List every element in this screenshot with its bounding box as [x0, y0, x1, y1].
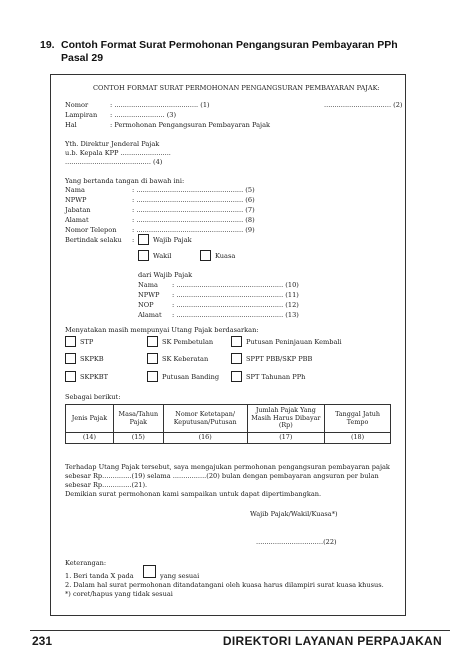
paragraph1-line3: sebesar Rp..............(21). [65, 481, 148, 489]
recipient-line2: u.b. Kepala KPP ........................ [65, 149, 171, 157]
signer-npwp-label: NPWP [65, 196, 87, 204]
keterangan-item1-a: 1. Beri tanda X pada [65, 572, 134, 580]
signer-nama-label: Nama [65, 186, 85, 194]
wp-npwp-value: : ................................................... (11) [172, 291, 299, 299]
td-16: (16) [163, 433, 247, 444]
section-number: 19. [40, 39, 55, 51]
stp-label: STP [80, 338, 94, 346]
skpkbt-label: SKPKBT [80, 373, 109, 381]
putusan-banding-label: Putusan Banding [162, 373, 220, 381]
paragraph1-line2: sebesar Rp..............(19) selama ................(20) bulan dengan pembayaran angsuran per bulan [65, 472, 379, 480]
wajib-pajak-label: Wajib Pajak [153, 236, 192, 244]
signer-npwp-value: : ................................................... (6) [132, 196, 255, 204]
wp-npwp-label: NPWP [138, 291, 160, 299]
th-tanggal-jatuh-tempo: Tanggal Jatuh Tempo [325, 405, 391, 433]
spt-tahunan-checkbox[interactable] [231, 371, 242, 382]
td-15: (15) [113, 433, 163, 444]
keterangan-item1-b: yang sesuai [160, 572, 200, 580]
wakil-label: Wakil [153, 252, 172, 260]
footer-title: DIREKTORI LAYANAN PERPAJAKAN [222, 634, 442, 648]
dari-wajib-pajak: dari Wajib Pajak [138, 271, 193, 279]
td-14: (14) [66, 433, 114, 444]
wp-nama-label: Nama [138, 281, 158, 289]
wp-nama-value: : ................................................... (10) [172, 281, 299, 289]
utang-intro: Menyatakan masih mempunyai Utang Pajak berdasarkan: [65, 326, 259, 334]
sk-keberatan-label: SK Keberatan [162, 355, 209, 363]
sk-pembetulan-checkbox[interactable] [147, 336, 158, 347]
skpkb-label: SKPKB [80, 355, 104, 363]
stp-checkbox[interactable] [65, 336, 76, 347]
bertindak-colon: : [132, 236, 135, 244]
keterangan-note: *) coret/hapus yang tidak sesuai [65, 590, 173, 598]
sppt-pbb-label: SPPT PBB/SKP PBB [246, 355, 313, 363]
putusan-banding-checkbox[interactable] [147, 371, 158, 382]
kuasa-checkbox[interactable] [200, 250, 211, 261]
paragraph2: Demikian surat permohonan kami sampaikan untuk dapat dipertimbangkan. [65, 490, 322, 498]
recipient-line1: Yth. Direktur Jenderal Pajak [65, 140, 160, 148]
keterangan-item2: 2. Dalam hal surat permohonan ditandatangani oleh kuasa harus dilampiri surat kuasa khusus. [65, 581, 384, 589]
td-18: (18) [325, 433, 391, 444]
skpkb-checkbox[interactable] [65, 353, 76, 364]
wp-nop-value: : ................................................... (12) [172, 301, 299, 309]
signer-alamat-value: : ................................................... (8) [132, 216, 255, 224]
skpkbt-checkbox[interactable] [65, 371, 76, 382]
letter-title: CONTOH FORMAT SURAT PERMOHONAN PENGANGSURAN PEMBAYARAN PAJAK: [93, 84, 380, 92]
keterangan-heading: Keterangan: [65, 559, 107, 567]
wp-alamat-label: Alamat [138, 311, 162, 319]
signer-alamat-label: Alamat [65, 216, 89, 224]
signer-jabatan-label: Jabatan [65, 206, 91, 214]
signer-jabatan-value: : ................................................... (7) [132, 206, 255, 214]
nomor-value: : ........................................ (1) [110, 101, 210, 109]
signatory-role: Wajib Pajak/Wakil/Kuasa*) [250, 510, 338, 518]
section-title-line1: Contoh Format Surat Permohonan Pengangsuran Pembayaran PPh [61, 39, 398, 51]
sk-pembetulan-label: SK Pembetulan [162, 338, 214, 346]
table-header-row [66, 405, 391, 433]
page-number: 231 [32, 634, 53, 648]
signer-telepon-label: Nomor Telepon [65, 226, 117, 234]
th-masa-tahun: Masa/Tahun Pajak [113, 405, 163, 433]
signer-telepon-value: : ................................................... (9) [132, 226, 255, 234]
signer-intro: Yang bertanda tangan di bawah ini: [65, 177, 185, 185]
putusan-pk-label: Putusan Peninjauan Kembali [246, 338, 342, 346]
tax-debt-table [65, 404, 391, 444]
bertindak-label: Bertindak selaku [65, 236, 122, 244]
section-title-line2: Pasal 29 [61, 52, 104, 64]
footer-divider [30, 630, 450, 631]
wakil-checkbox[interactable] [138, 250, 149, 261]
putusan-pk-checkbox[interactable] [231, 336, 242, 347]
example-checkbox [143, 565, 156, 578]
date-value: ................................ (2) [324, 101, 403, 109]
sebagai-berikut: Sebagai berikut: [65, 393, 121, 401]
wp-alamat-value: : ................................................... (13) [172, 311, 299, 319]
wajib-pajak-checkbox[interactable] [138, 234, 149, 245]
kuasa-label: Kuasa [215, 252, 236, 260]
hal-value: : Permohonan Pengangsuran Pembayaran Pajak [110, 121, 271, 129]
hal-label: Hal [65, 121, 77, 129]
signature-line: ................................(22) [256, 538, 337, 546]
spt-tahunan-label: SPT Tahunan PPh [246, 373, 306, 381]
sppt-pbb-checkbox[interactable] [231, 353, 242, 364]
th-jumlah-pajak: Jumlah Pajak Yang Masih Harus Dibayar (Rp) [247, 405, 325, 433]
lampiran-label: Lampiran [65, 111, 98, 119]
th-jenis-pajak: Jenis Pajak [66, 405, 114, 433]
wp-nop-label: NOP [138, 301, 154, 309]
recipient-line3: ......................................... (4) [65, 158, 163, 166]
th-nomor-ketetapan: Nomor Ketetapan/ Keputusan/Putusan [163, 405, 247, 433]
sk-keberatan-checkbox[interactable] [147, 353, 158, 364]
signer-nama-value: : ................................................... (5) [132, 186, 255, 194]
lampiran-value: : ........................ (3) [110, 111, 177, 119]
table-row [66, 433, 391, 444]
td-17: (17) [247, 433, 325, 444]
nomor-label: Nomor [65, 101, 89, 109]
paragraph1-line1: Terhadap Utang Pajak tersebut, saya mengajukan permohonan pengangsuran pembayaran pajak [65, 463, 390, 471]
